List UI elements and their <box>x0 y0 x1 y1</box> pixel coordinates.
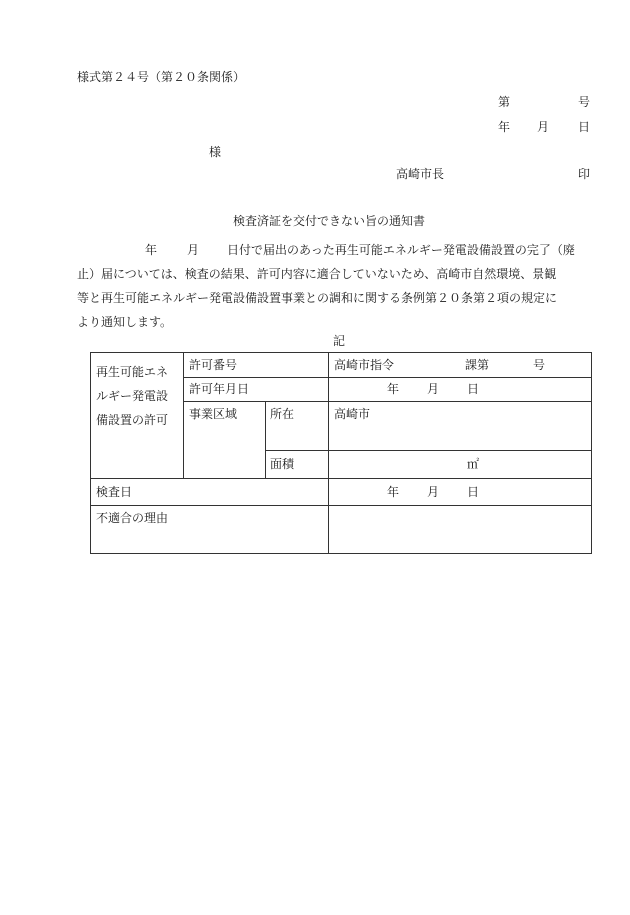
seal-mark: 印 <box>578 167 591 181</box>
body-year-mark: 年 <box>145 243 158 257</box>
table-rule <box>265 450 592 451</box>
permit-label-line: 再生可能エネ <box>96 365 169 379</box>
table-rule <box>90 505 592 506</box>
inspection-date-day: 日 <box>467 485 480 499</box>
body-line-1 <box>77 238 607 262</box>
table-rule <box>183 352 184 478</box>
body-line-4: より通知します。 <box>77 315 173 329</box>
issue-date-year: 年 <box>498 120 511 134</box>
permit-label-line: 備設置の許可 <box>96 413 169 427</box>
document-title: 検査済証を交付できない旨の通知書 <box>233 214 426 228</box>
area-size-label: 面積 <box>270 457 295 471</box>
permit-date-year: 年 <box>387 382 400 396</box>
issue-date-day: 日 <box>578 120 591 134</box>
permit-date-month: 月 <box>427 382 440 396</box>
permit-number-ka: 課第 <box>465 358 490 372</box>
body-month-mark: 月 <box>187 243 200 257</box>
inspection-date-year: 年 <box>387 485 400 499</box>
permit-label-line: ルギー発電設 <box>96 389 169 403</box>
body-line-1-text: 日付で届出のあった再生可能エネルギー発電設備設置の完了（廃 <box>227 243 575 257</box>
sender-name: 高崎市長 <box>396 167 445 181</box>
document-number-prefix: 第 <box>498 95 511 109</box>
table-rule <box>183 377 592 378</box>
nonconformity-reason-label: 不適合の理由 <box>96 511 169 525</box>
notice-body <box>77 238 607 334</box>
ki-heading: 記 <box>333 334 346 348</box>
table-border-bottom <box>90 553 592 554</box>
table-border-left <box>90 352 91 554</box>
area-size-unit: ㎡ <box>467 457 480 471</box>
form-number: 様式第２４号（第２０条関係） <box>77 70 246 84</box>
details-table <box>90 352 592 554</box>
body-line-2: 止）届については、検査の結果、許可内容に適合していないため、高崎市自然環境、景観 <box>77 267 557 281</box>
table-rule <box>183 401 592 402</box>
table-border-top <box>90 352 592 353</box>
table-border-right <box>591 352 592 554</box>
inspection-date-month: 月 <box>427 485 440 499</box>
table-rule <box>90 478 592 479</box>
issue-date-month: 月 <box>537 120 550 134</box>
permit-date-label: 許可年月日 <box>189 382 250 396</box>
table-rule <box>265 401 266 478</box>
permit-number-go: 号 <box>533 358 546 372</box>
project-area-label: 事業区域 <box>189 407 238 421</box>
inspection-date-label: 検査日 <box>96 485 133 499</box>
location-value: 高崎市 <box>334 407 371 421</box>
table-rule <box>328 352 329 554</box>
document-number-suffix: 号 <box>578 95 591 109</box>
permit-section-label <box>96 360 182 432</box>
permit-number-label: 許可番号 <box>189 358 238 372</box>
location-label: 所在 <box>270 407 295 421</box>
body-line-3: 等と再生可能エネルギー発電設備設置事業との調和に関する条例第２０条第２項の規定に <box>77 291 558 305</box>
permit-date-day: 日 <box>467 382 480 396</box>
addressee-honorific: 様 <box>209 145 222 159</box>
permit-number-prefix: 高崎市指令 <box>334 358 395 372</box>
